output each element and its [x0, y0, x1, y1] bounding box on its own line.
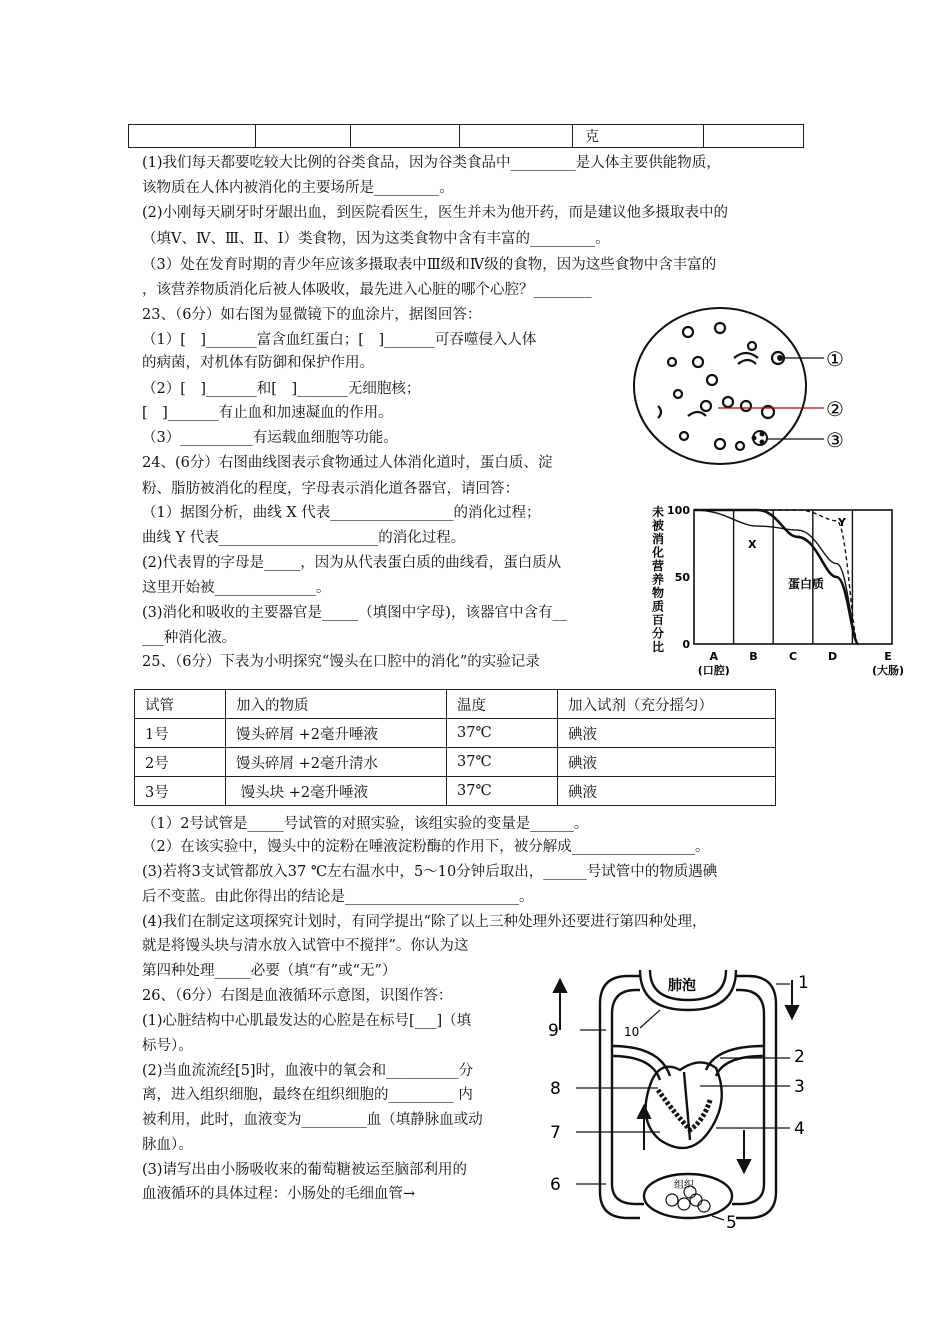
- q23-line: [ ]_______有止血和加速凝血的作用。: [142, 405, 393, 421]
- q23-line: （3）__________有运载血细胞等功能。: [142, 430, 398, 446]
- q24-title: 24、(6分）右图曲线图表示食物通过人体消化道时，蛋白质、淀: [142, 455, 553, 471]
- experiment-table: [134, 689, 776, 806]
- annotation-y: Y: [838, 516, 846, 529]
- q26-line: 标号）。: [142, 1038, 193, 1054]
- q24-line: 粉、脂肪被消化的程度，字母表示消化道各器官，请回答：: [142, 481, 519, 497]
- header-cell: 温度: [447, 690, 558, 719]
- ylabel-char: 养: [652, 572, 665, 587]
- ylabel-char: 被: [652, 518, 665, 533]
- q25-line: 后不变蓝。由此你得出的结论是________________________。: [142, 889, 534, 905]
- table-cell: 克: [573, 125, 704, 148]
- q24-line: (3)消化和吸收的主要器官是_____（填图中字母)，该器官中含有__: [142, 605, 567, 621]
- chart-ylabel: [651, 504, 665, 654]
- q25-line: (4)我们在制定这项探究计划时，有同学提出“除了以上三种处理外还要进行第四种处理，: [142, 914, 707, 930]
- q24-line: 曲线 Y 代表______________________的消化过程。: [142, 530, 466, 546]
- q22-line: ，该营养物质消化后被人体吸收，最先进入心脏的哪个心腔？________: [142, 282, 592, 298]
- table-cell: [256, 125, 351, 148]
- q25-title: 25、（6分）下表为小明探究“馒头在口腔中的消化”的实验记录: [142, 654, 540, 670]
- q22-line: （3）处在发育时期的青少年应该多摄取表中Ⅲ级和Ⅳ级的食物，因为这些食物中含丰富的: [142, 257, 717, 273]
- y-tick-label: 50: [674, 571, 690, 584]
- table-cell: 1号: [135, 719, 226, 748]
- y-tick-label: 0: [682, 638, 690, 651]
- blood-smear-figure: [628, 306, 864, 468]
- x-category-label: B: [749, 650, 758, 663]
- header-cell: 加入试剂（充分摇匀）: [558, 690, 776, 719]
- smear-label-3: ③: [826, 428, 844, 452]
- x-category-note: (大肠): [871, 664, 905, 677]
- table-cell: 37℃: [447, 719, 558, 748]
- ylabel-char: 未: [652, 505, 665, 519]
- diagram-label-6: 6: [550, 1175, 561, 1195]
- diagram-label-4: 4: [794, 1119, 805, 1139]
- x-category-note: (口腔): [697, 664, 730, 677]
- diagram-label-lung: 肺泡: [668, 978, 696, 994]
- q23-title: 23、（6分）如右图为显微镜下的血涂片，据图回答：: [142, 307, 482, 323]
- nutrition-table-fragment: [128, 124, 804, 148]
- ylabel-char: 物: [652, 586, 665, 600]
- q23-line: 的病菌，对机体有防御和保护作用。: [142, 355, 374, 371]
- table-cell: 碘液: [558, 719, 776, 748]
- annotation-protein: 蛋白质: [788, 577, 825, 591]
- ylabel-char: 比: [652, 640, 665, 654]
- q25-line: 第四种处理_____必要（填“有”或“无”）: [142, 963, 397, 979]
- table-cell: 37℃: [447, 748, 558, 777]
- diagram-label-2: 2: [794, 1047, 805, 1067]
- x-category-label: C: [788, 650, 798, 663]
- header-cell: 试管: [135, 690, 226, 719]
- ylabel-char: 百: [652, 613, 665, 627]
- x-category-label: A: [709, 650, 719, 663]
- table-cell: [704, 125, 804, 148]
- diagram-label-8: 8: [550, 1079, 561, 1099]
- q22-line: (2)小刚每天刷牙时牙龈出血，到医院看医生，医生并未为他开药，而是建议他多摄取表中的: [142, 205, 729, 221]
- table-cell: 37℃: [447, 777, 558, 806]
- table-cell: [460, 125, 573, 148]
- q25-line: (3)若将3支试管都放入37 ℃左右温水中，5～10分钟后取出，______号试管中的物质遇碘: [142, 864, 718, 880]
- diagram-label-3: 3: [794, 1077, 805, 1097]
- q24-line: 这里开始被______________。: [142, 580, 331, 596]
- table-cell: [351, 125, 460, 148]
- ylabel-char: 营: [652, 559, 665, 573]
- diagram-label-tissue: 组织: [674, 1180, 694, 1191]
- q22-line: (1)我们每天都要吃较大比例的谷类食品，因为谷类食品中_________是人体主要供能物质，: [142, 155, 721, 171]
- table-row: [129, 125, 804, 148]
- q25-line: （1）2号试管是_____号试管的对照实验，该组实验的变量是______。: [142, 816, 589, 832]
- ylabel-char: 消: [652, 532, 665, 546]
- x-category-label: D: [828, 650, 838, 663]
- table-cell: 馒头块 +2毫升唾液: [226, 777, 447, 806]
- q22-line: 该物质在人体内被消化的主要场所是_________。: [142, 180, 454, 196]
- table-cell: 碘液: [558, 748, 776, 777]
- table-cell: 馒头碎屑 +2毫升唾液: [226, 719, 447, 748]
- smear-label-2: ②: [826, 397, 844, 421]
- q24-line: （1）据图分析，曲线 X 代表_________________的消化过程；: [142, 505, 541, 521]
- x-category-label: E: [884, 650, 892, 663]
- q26-line: (1)心脏结构中心肌最发达的心腔是在标号[___]（填: [142, 1013, 472, 1029]
- table-row: [135, 748, 776, 777]
- table-cell: 2号: [135, 748, 226, 777]
- ylabel-char: 质: [652, 599, 665, 614]
- diagram-label-9: 9: [548, 1021, 559, 1041]
- diagram-label-1: 1: [798, 973, 809, 993]
- q26-line: 被利用，此时，血液变为_________血（填静脉血或动: [142, 1112, 483, 1128]
- diagram-label-5: 5: [726, 1213, 737, 1233]
- q24-line: (2)代表胃的字母是_____，因为从代表蛋白质的曲线看，蛋白质从: [142, 555, 562, 571]
- y-tick-label: 100: [667, 504, 690, 517]
- ylabel-char: 化: [652, 545, 665, 560]
- table-header-row: [135, 690, 776, 719]
- q25-line: 就是将馒头块与清水放入试管中不搅拌”。你认为这: [142, 938, 469, 954]
- header-cell: 加入的物质: [226, 690, 447, 719]
- q26-line: 血液循环的具体过程：小肠处的毛细血管→: [142, 1186, 416, 1202]
- blood-circulation-diagram: [540, 960, 820, 1232]
- q24-line: ___种消化液。: [142, 630, 237, 646]
- table-cell: 馒头碎屑 +2毫升清水: [226, 748, 447, 777]
- q26-line: (3)请写出由小肠吸收来的葡萄糖被运至脑部利用的: [142, 1162, 468, 1178]
- smear-label-1: ①: [826, 347, 844, 371]
- digestion-chart: [640, 496, 905, 686]
- q26-line: 脉血）。: [142, 1137, 193, 1153]
- table-row: [135, 719, 776, 748]
- series-line-2: [694, 510, 858, 644]
- table-row: [135, 777, 776, 806]
- q25-line: （2）在该实验中，馒头中的淀粉在唾液淀粉酶的作用下，被分解成_________________。: [142, 839, 710, 855]
- q22-line: （填Ⅴ、Ⅳ、Ⅲ、Ⅱ、Ⅰ）类食物，因为这类食物中含有丰富的_________。: [142, 231, 610, 247]
- annotation-x: X: [748, 538, 757, 551]
- q26-line: 离，进入组织细胞，最终在组织细胞的_________ 内: [142, 1087, 473, 1103]
- q26-line: (2)当血流流经[5]时，血液中的氧会和__________分: [142, 1063, 474, 1079]
- diagram-label-7: 7: [550, 1123, 561, 1143]
- table-cell: 3号: [135, 777, 226, 806]
- table-cell: [129, 125, 256, 148]
- q23-line: （2）[ ]_______和[ ]_______无细胞核；: [142, 381, 421, 397]
- q26-title: 26、（6分）右图是血液循环示意图，识图作答：: [142, 988, 453, 1004]
- table-cell: 碘液: [558, 777, 776, 806]
- diagram-label-10: 10: [624, 1025, 640, 1039]
- ylabel-char: 分: [652, 626, 665, 641]
- q23-line: （1）[ ]_______富含血红蛋白；[ ]_______可吞噬侵入人体: [142, 332, 537, 348]
